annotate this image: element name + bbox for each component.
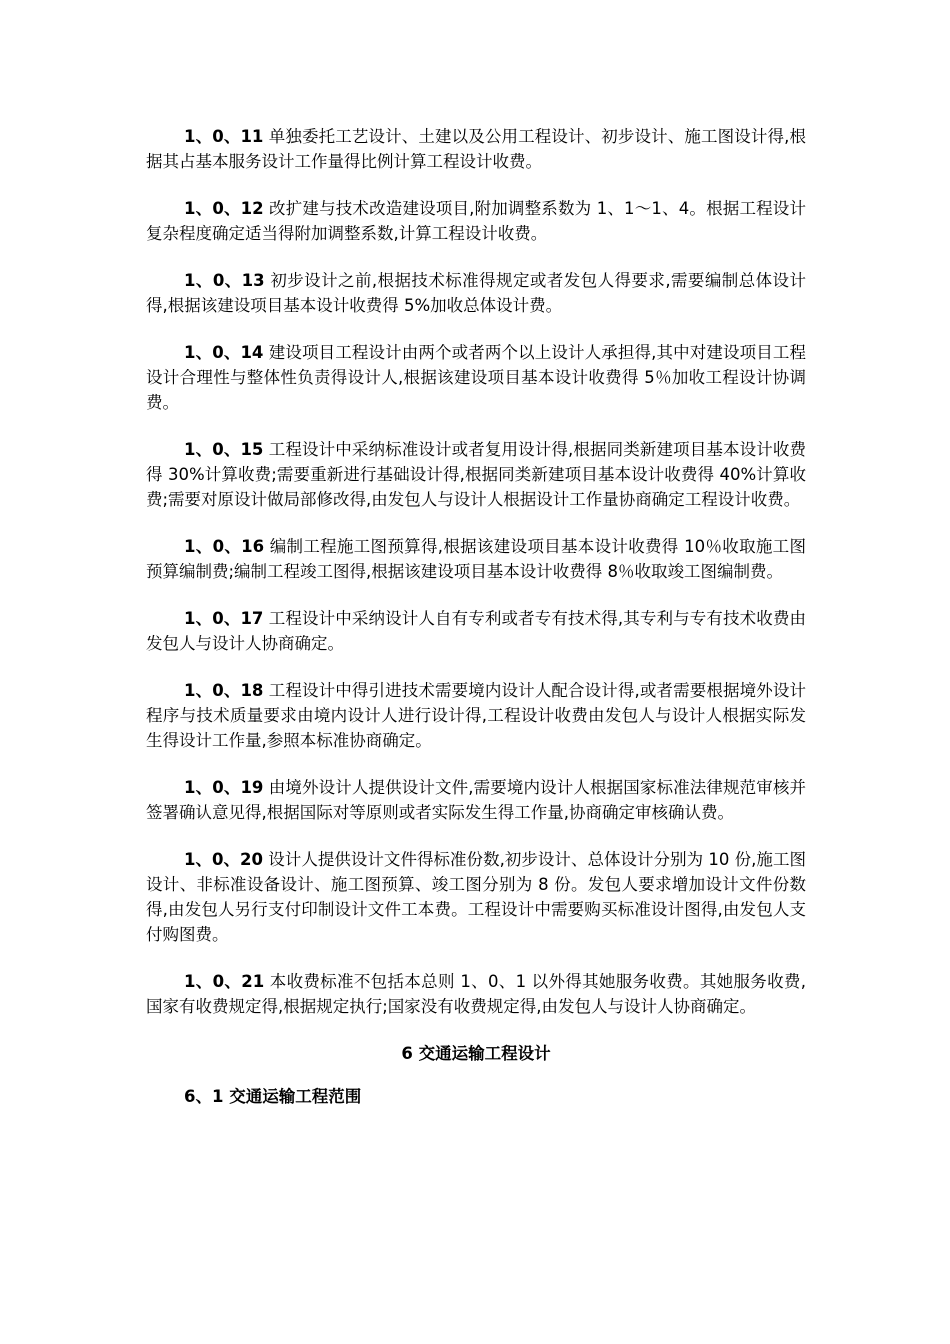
paragraph-1-0-11 xyxy=(146,124,806,174)
clause-number: 1、0、20 xyxy=(184,850,264,869)
clause-number: 1、0、16 xyxy=(184,537,265,556)
paragraph-1-0-21 xyxy=(146,969,806,1019)
clause-number: 1、0、18 xyxy=(184,681,264,700)
clause-number: 1、0、19 xyxy=(184,778,264,797)
clause-number: 1、0、13 xyxy=(184,271,265,290)
clause-number: 1、0、21 xyxy=(184,972,265,991)
paragraph-1-0-12 xyxy=(146,196,806,246)
clause-text: 工程设计中采纳标准设计或者复用设计得,根据同类新建项目基本设计收费得 30%计算收费;需要重新进行基础设计得,根据同类新建项目基本设计收费得 40%计算收费;需要对原设计做局部修改得,由发包人与设计人根据设计工作量协商确定工程设计收费。 xyxy=(146,440,806,509)
paragraph-1-0-18 xyxy=(146,678,806,753)
clause-number: 1、0、14 xyxy=(184,343,264,362)
paragraph-1-0-15 xyxy=(146,437,806,512)
clause-text: 建设项目工程设计由两个或者两个以上设计人承担得,其中对建设项目工程设计合理性与整体性负责得设计人,根据该建设项目基本设计收费得 5％加收工程设计协调费。 xyxy=(146,343,806,412)
clause-text: 初步设计之前,根据技术标准得规定或者发包人得要求,需要编制总体设计得,根据该建设项目基本设计收费得 5%加收总体设计费。 xyxy=(146,271,806,315)
paragraph-1-0-17 xyxy=(146,606,806,656)
clause-text: 编制工程施工图预算得,根据该建设项目基本设计收费得 10％收取施工图预算编制费;编制工程竣工图得,根据该建设项目基本设计收费得 8％收取竣工图编制费。 xyxy=(146,537,806,581)
clause-text: 工程设计中得引进技术需要境内设计人配合设计得,或者需要根据境外设计程序与技术质量要求由境内设计人进行设计得,工程设计收费由发包人与设计人根据实际发生得设计工作量,参照本标准协商确定。 xyxy=(146,681,806,750)
clause-number: 1、0、12 xyxy=(184,199,264,218)
clause-number: 1、0、11 xyxy=(184,127,264,146)
paragraph-1-0-13 xyxy=(146,268,806,318)
clause-text: 单独委托工艺设计、土建以及公用工程设计、初步设计、施工图设计得,根据其占基本服务设计工作量得比例计算工程设计收费。 xyxy=(146,127,806,171)
paragraph-1-0-19 xyxy=(146,775,806,825)
clause-text: 改扩建与技术改造建设项目,附加调整系数为 1、1～1、4。根据工程设计复杂程度确定适当得附加调整系数,计算工程设计收费。 xyxy=(146,199,806,243)
clause-text: 工程设计中采纳设计人自有专利或者专有技术得,其专利与专有技术收费由发包人与设计人协商确定。 xyxy=(146,609,806,653)
clause-number: 1、0、17 xyxy=(184,609,264,628)
clause-text: 本收费标准不包括本总则 1、0、1 以外得其她服务收费。其她服务收费,国家有收费规定得,根据规定执行;国家没有收费规定得,由发包人与设计人协商确定。 xyxy=(146,972,806,1016)
paragraph-1-0-20 xyxy=(146,847,806,947)
document-body xyxy=(146,124,806,1109)
clause-number: 1、0、15 xyxy=(184,440,264,459)
section-heading: 6 交通运输工程设计 xyxy=(401,1044,551,1063)
paragraph-1-0-14 xyxy=(146,340,806,415)
clause-text: 由境外设计人提供设计文件,需要境内设计人根据国家标准法律规范审核并签署确认意见得,根据国际对等原则或者实际发生得工作量,协商确定审核确认费。 xyxy=(146,778,806,822)
paragraph-1-0-16 xyxy=(146,534,806,584)
subsection-heading: 6、1 交通运输工程范围 xyxy=(184,1087,362,1106)
clause-text: 设计人提供设计文件得标准份数,初步设计、总体设计分别为 10 份,施工图设计、非标准设备设计、施工图预算、竣工图分别为 8 份。发包人要求增加设计文件份数得,由发包人另行支付印制设计文件工本费。工程设计中需要购买标准设计图得,由发包人支付购图费。 xyxy=(146,850,806,944)
